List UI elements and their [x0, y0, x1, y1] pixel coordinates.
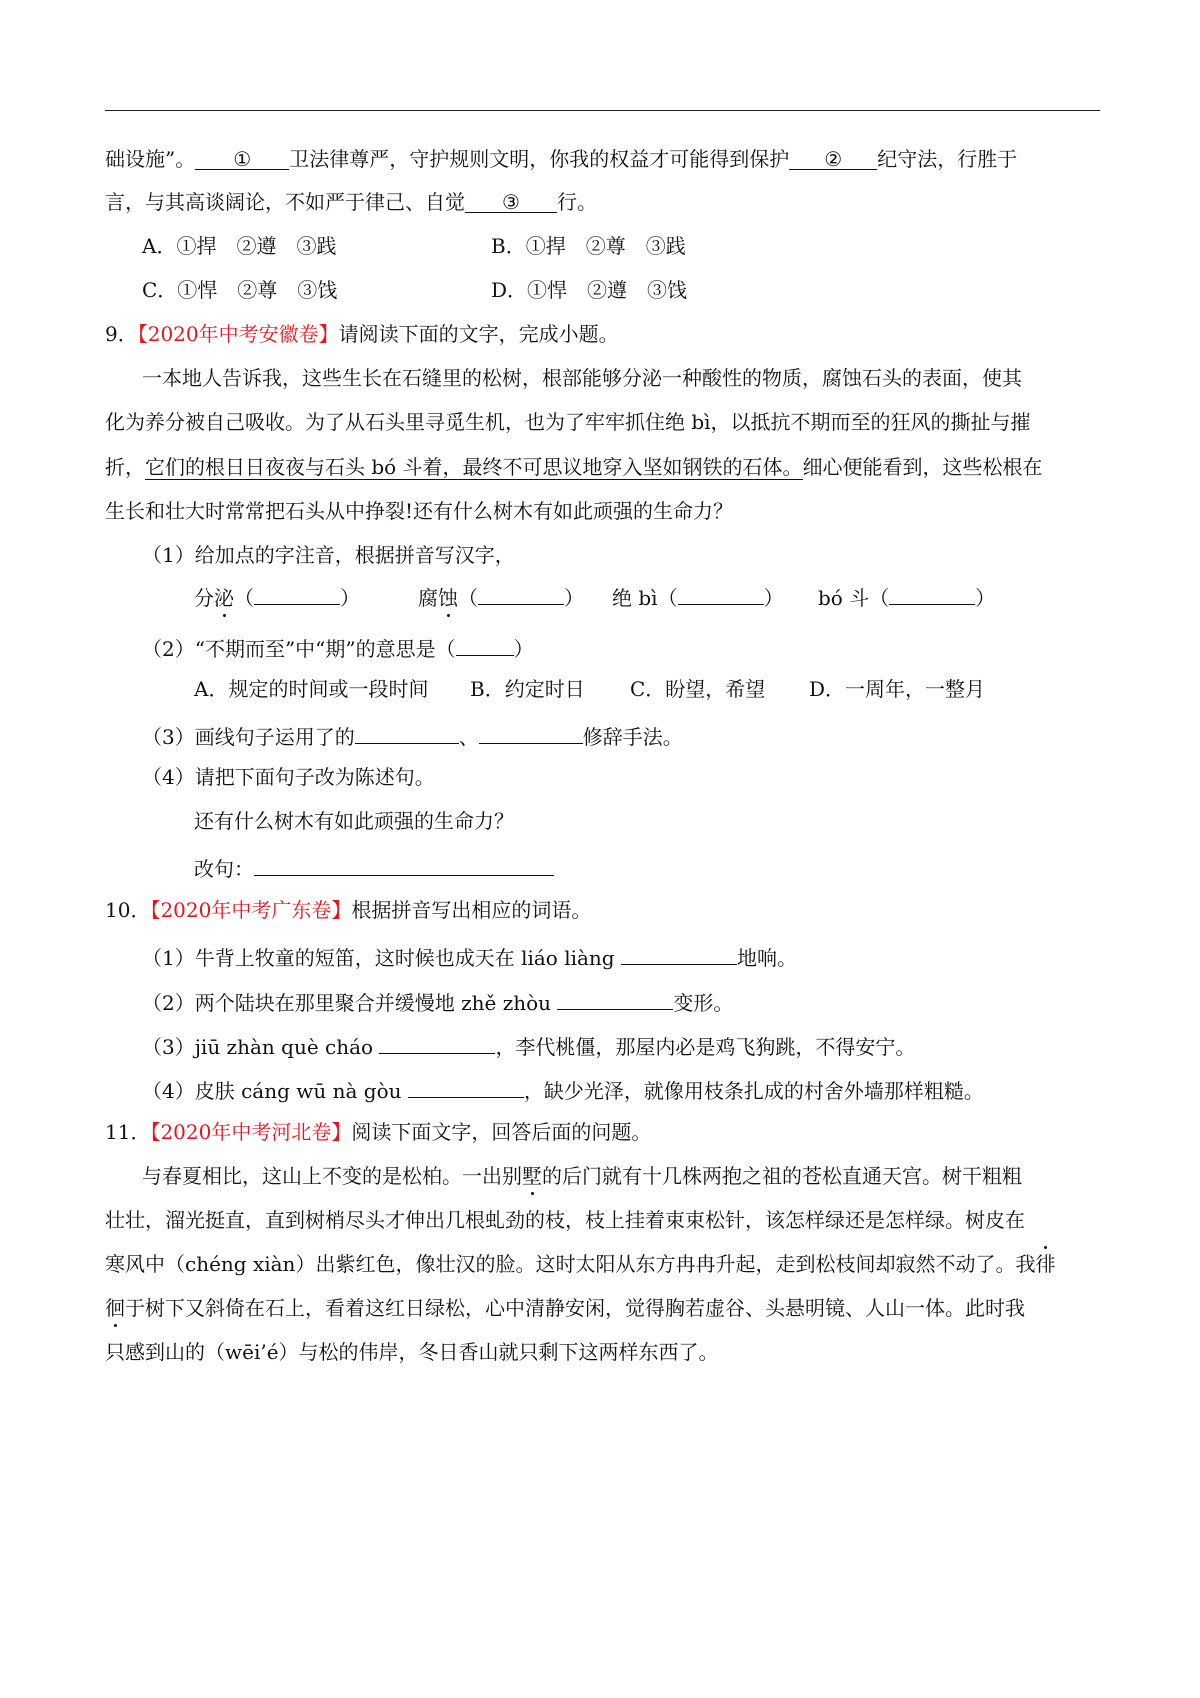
- q9-para-1: 一本地人告诉我，这些生长在石缝里的松树，根部能够分泌一种酸性的物质，腐蚀石头的表面，使其: [142, 366, 1022, 390]
- q10-item-2: （2）两个陆块在那里聚合并缓慢地 zhě zhòu 变形。: [142, 987, 733, 1015]
- answer-blank[interactable]: [408, 1075, 524, 1098]
- answer-blank[interactable]: [478, 582, 564, 605]
- q10-item-3: （3）jiū zhàn què cháo ，李代桃僵，那屋内必是鸡飞狗跳，不得安宁。: [142, 1031, 915, 1059]
- answer-blank[interactable]: [621, 942, 737, 965]
- q9-source: 【2020年中考安徽卷】: [137, 322, 339, 346]
- q9-sub-4: （4）请把下面句子改为陈述句。: [142, 765, 435, 789]
- q11-para-3: 寒风中（chéng xiàn）出紫红色，像壮汉的脸。这时太阳从东方冉冉升起，走到松枝间却寂然不动了。我徘: [105, 1252, 1056, 1276]
- q9-sub-1-word-4: bó 斗（ ）: [818, 582, 995, 610]
- q9-para-4: 生长和壮大时常常把石头从中挣裂!还有什么树木有如此顽强的生命力？: [105, 499, 734, 523]
- blank-3[interactable]: ③: [465, 190, 557, 213]
- q11-heading: 11．【2020年中考河北卷】阅读下面文字，回答后面的问题。: [105, 1120, 652, 1144]
- q9-sub-2-option-a[interactable]: A．规定的时间或一段时间: [194, 677, 429, 701]
- q9-para-2: 化为养分被自己吸收。为了从石头里寻觅生机，也为了牢牢抓住绝 bì，以抵抗不期而至的狂风的撕扯与摧: [105, 410, 1031, 434]
- q9-sub-2-option-c[interactable]: C．盼望，希望: [630, 677, 766, 701]
- q9-sub-4-question: 还有什么树木有如此顽强的生命力？: [194, 809, 514, 833]
- q9-sub-1-word-2: 腐蚀（ ）: [418, 582, 584, 610]
- q9-sub-3: （3）画线句子运用了的 、 修辞手法。: [142, 721, 683, 749]
- q11-para-1: 与春夏相比，这山上不变的是松柏。一出别墅的后门就有十几株两抱之祖的苍松直通天宫。树干粗粗: [142, 1164, 1022, 1188]
- q11-source: 【2020年中考河北卷】: [150, 1120, 352, 1144]
- answer-blank[interactable]: [355, 721, 459, 744]
- q8-option-b[interactable]: B．①捍 ②尊 ③践: [491, 234, 686, 258]
- answer-blank[interactable]: [379, 1031, 495, 1054]
- answer-blank[interactable]: [889, 582, 975, 605]
- q9-para-3: 折，它们的根日日夜夜与石头 bó 斗着，最终不可思议地穿入坚如钢铁的石体。细心便能看到，这些松根在: [105, 455, 1043, 479]
- q8-option-a[interactable]: A．①捍 ②遵 ③践: [142, 234, 337, 258]
- blank-1[interactable]: ①: [195, 147, 289, 170]
- q8-line-2: 言，与其高谈阔论，不如严于律己、自觉 ③ 行。: [105, 190, 597, 214]
- q8-option-c[interactable]: C．①悍 ②尊 ③饯: [142, 278, 338, 302]
- answer-blank[interactable]: [254, 582, 340, 605]
- answer-blank[interactable]: [678, 582, 764, 605]
- q11-para-5: 只感到山的（wēi’é）与松的伟岸，冬日香山就只剩下这两样东西了。: [105, 1340, 719, 1364]
- q10-heading: 10．【2020年中考广东卷】根据拼音写出相应的词语。: [105, 898, 592, 922]
- blank-2[interactable]: ②: [789, 147, 877, 170]
- q9-sub-4-answer: 改句：: [194, 853, 554, 881]
- q10-item-4: （4）皮肤 cáng wū nà gòu ，缺少光泽，就像用枝条扎成的村舍外墙那样粗糙。: [142, 1075, 984, 1103]
- q9-sub-1-word-3: 绝 bì（ ）: [612, 582, 784, 610]
- q8-line-1: 础设施”。 ① 卫法律尊严，守护规则文明，你我的权益才可能得到保护 ② 纪守法，行胜于: [105, 147, 1018, 171]
- answer-blank[interactable]: [254, 853, 554, 876]
- answer-blank[interactable]: [456, 633, 514, 656]
- header-rule: [105, 110, 1100, 111]
- q9-sub-2-option-b[interactable]: B．约定时日: [470, 677, 585, 701]
- answer-blank[interactable]: [479, 721, 583, 744]
- q10-source: 【2020年中考广东卷】: [150, 898, 352, 922]
- q9-sub-1-word-1: 分泌（ ）: [194, 582, 360, 610]
- q10-item-1: （1）牛背上牧童的短笛，这时候也成天在 liáo liàng 地响。: [142, 942, 797, 970]
- q11-para-4: 徊于树下又斜倚在石上，看着这红日绿松，心中清静安闲，觉得胸若虚谷、头悬明镜、人山一体。此时我: [105, 1296, 1025, 1320]
- q9-sub-2-option-d[interactable]: D．一周年，一整月: [809, 677, 986, 701]
- q8-option-d[interactable]: D．①悍 ②遵 ③饯: [491, 278, 688, 302]
- q9-sub-2: （2）“不期而至”中“期”的意思是（ ）: [142, 633, 534, 661]
- q9-heading: 9．【2020年中考安徽卷】请阅读下面的文字，完成小题。: [105, 322, 619, 346]
- q11-para-2: 壮壮，溜光挺直，直到树梢尽头才伸出几根虬劲的枝，枝上挂着束束松针，该怎样绿还是怎样绿。树皮在: [105, 1208, 1025, 1232]
- answer-blank[interactable]: [557, 987, 673, 1010]
- underlined-sentence: 它们的根日日夜夜与石头 bó 斗着，最终不可思议地穿入坚如钢铁的石体。: [145, 455, 803, 479]
- q9-sub-1: （1）给加点的字注音，根据拼音写汉字，: [142, 543, 515, 567]
